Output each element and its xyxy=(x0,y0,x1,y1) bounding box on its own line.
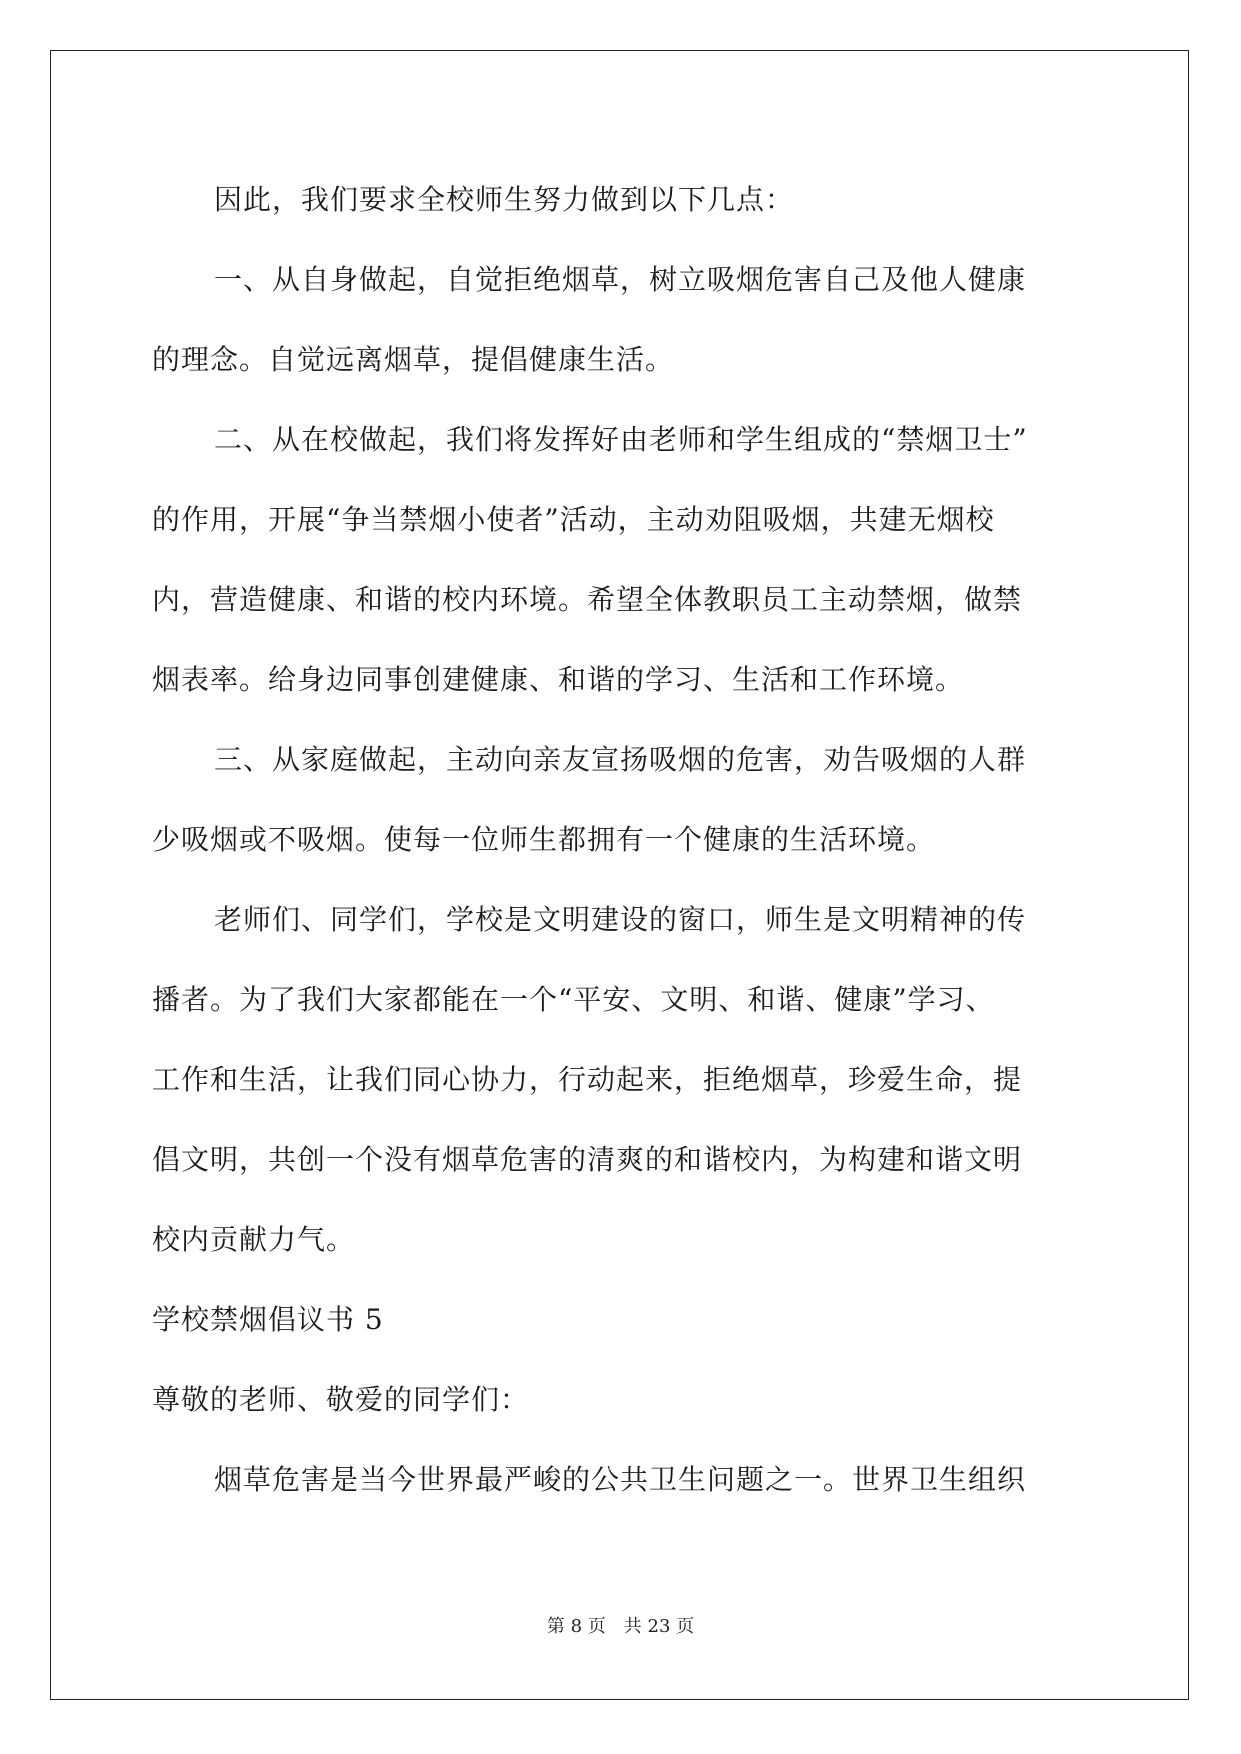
paragraph-line: 的作用，开展“争当禁烟小使者”活动，主动劝阻吸烟，共建无烟校 xyxy=(152,503,995,536)
paragraph-line: 三、从家庭做起，主动向亲友宣扬吸烟的危害，劝告吸烟的人群 xyxy=(214,743,1027,776)
section-heading: 学校禁烟倡议书 5 xyxy=(152,1303,384,1336)
paragraph-line: 因此，我们要求全校师生努力做到以下几点： xyxy=(214,183,795,216)
paragraph-line: 播者。为了我们大家都能在一个“平安、文明、和谐、健康”学习、 xyxy=(152,983,995,1016)
paragraph-line: 倡文明，共创一个没有烟草危害的清爽的和谐校内，为构建和谐文明 xyxy=(152,1143,1023,1176)
paragraph-line: 烟表率。给身边同事创建健康、和谐的学习、生活和工作环境。 xyxy=(152,663,965,696)
paragraph-line: 的理念。自觉远离烟草，提倡健康生活。 xyxy=(152,343,675,376)
paragraph-line: 烟草危害是当今世界最严峻的公共卫生问题之一。世界卫生组织 xyxy=(214,1463,1027,1496)
page-number: 第 8 页 共 23 页 xyxy=(546,1616,695,1637)
paragraph-line: 内，营造健康、和谐的校内环境。希望全体教职员工主动禁烟，做禁 xyxy=(152,583,1023,616)
paragraph-line: 二、从在校做起，我们将发挥好由老师和学生组成的“禁烟卫士” xyxy=(214,423,1028,456)
paragraph-line: 老师们、同学们，学校是文明建设的窗口，师生是文明精神的传 xyxy=(214,903,1027,936)
paragraph-line: 工作和生活，让我们同心协力，行动起来，拒绝烟草，珍爱生命，提 xyxy=(152,1063,1023,1096)
paragraph-line: 少吸烟或不吸烟。使每一位师生都拥有一个健康的生活环境。 xyxy=(152,823,936,856)
paragraph-line: 校内贡献力气。 xyxy=(152,1223,356,1256)
salutation: 尊敬的老师、敬爱的同学们： xyxy=(152,1383,530,1416)
paragraph-line: 一、从自身做起，自觉拒绝烟草，树立吸烟危害自己及他人健康 xyxy=(214,263,1027,296)
document-body xyxy=(152,160,1092,1520)
